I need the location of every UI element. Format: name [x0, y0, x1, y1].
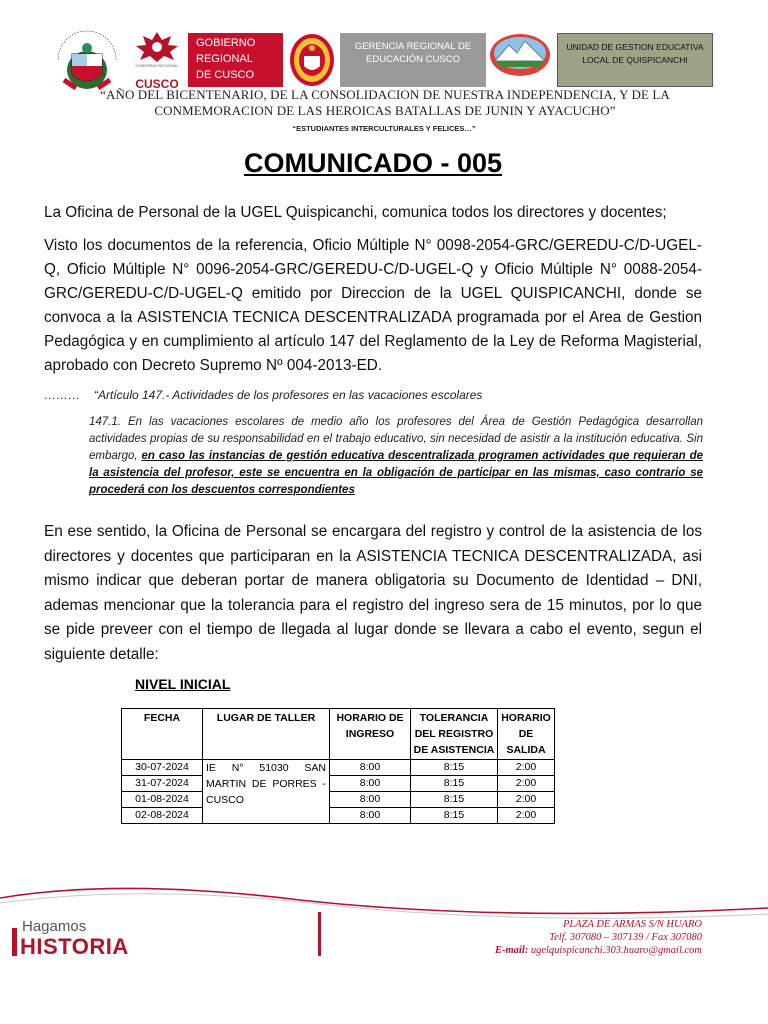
- cell-fecha: 02-08-2024: [122, 808, 203, 824]
- cell-fecha: 01-08-2024: [122, 792, 203, 808]
- cell-ingreso: 8:00: [330, 776, 411, 792]
- table-header-row: [122, 709, 555, 760]
- closing-paragraph: En ese sentido, la Oficina de Personal se encargara del registro y control de la asistencia de los directores y docentes que participaran en la ASISTENCIA TECNICA DESCENTRALIZADA, asi mismo indicar que deberan portar de manera obligatoria su Documento de Identidad – DNI, ademas mencionar que la tolerancia para el registro del ingreso sera de 15 minutos, por lo que se pide preveer con el tiempo de llegada al lugar donde se llevara a cabo el evento, segun el siguiente detalle:: [44, 523, 702, 663]
- intro-paragraph: La Oficina de Personal de la UGEL Quispicanchi, comunica todos los directores y docentes;: [44, 204, 667, 221]
- table-row: [122, 776, 555, 792]
- nivel-heading: NIVEL INICIAL: [135, 676, 231, 692]
- cusco-emblem-icon: [130, 30, 184, 62]
- regional-seal-icon: [288, 32, 336, 88]
- schedule-table: [121, 708, 555, 824]
- col-fecha: FECHA: [122, 709, 203, 760]
- col-tolerancia: TOLERANCIA DEL REGISTRO DE ASISTENCIA: [411, 709, 498, 760]
- footer-email-line: [495, 944, 702, 957]
- col-salida: HORARIO DE SALIDA: [498, 709, 555, 760]
- cell-fecha: 30-07-2024: [122, 760, 203, 776]
- article-title: “Artículo 147.- Actividades de los profesores en las vacaciones escolares: [94, 388, 483, 402]
- visto-paragraph: Visto los documentos de la referencia, Oficio Múltiple N° 0098-2054-GRC/GEREDU-C/D-UGEL-Q, Oficio Múltiple N° 0096-2054-GRC/GEREDU-C/D-UGEL-Q y Oficio Múltiple N° 0088-2054-GRC/GEREDU-C/D-UGEL-Q emitido por Direccion de la UGEL QUISPICANCHI, donde se convoca a la ASISTENCIA TECNICA DESCENTRALIZADA programada por el Area de Gestion Pedagógica y en cumplimiento al artículo 147 del Reglamento de la Ley de Reforma Magisterial, aprobado con Decreto Supremo Nº 004-2013-ED.: [44, 237, 702, 374]
- peru-coat-of-arms-icon: [50, 30, 124, 92]
- cell-salida: 2:00: [498, 760, 555, 776]
- footer-phone: Telf. 307080 – 307139 / Fax 307080: [549, 932, 702, 943]
- col-ingreso: HORARIO DE INGRESO: [330, 709, 411, 760]
- cell-fecha: 31-07-2024: [122, 776, 203, 792]
- cell-tolerancia: 8:15: [411, 792, 498, 808]
- cell-salida: 2:00: [498, 776, 555, 792]
- gobierno-regional-box: [188, 33, 283, 87]
- footer-slogan-top: Hagamos: [22, 918, 87, 935]
- cusco-logo-text: CUSCO: [135, 77, 179, 91]
- year-motto: “AÑO DEL BICENTENARIO, DE LA CONSOLIDACION DE NUESTRA INDEPENDENCIA, Y DE LA CONMEMORACION DE LAS HEROICAS BATALLAS DE JUNIN Y AYACUCHO”: [100, 87, 670, 118]
- cell-tolerancia: 8:15: [411, 776, 498, 792]
- leader-dots: ………: [44, 388, 80, 402]
- footer-contact: [495, 918, 702, 957]
- cell-ingreso: 8:00: [330, 792, 411, 808]
- footer-divider: [318, 912, 321, 956]
- article-quote: [89, 414, 703, 499]
- gerencia-regional-box: GERENCIA REGIONAL DE EDUCACIÓN CUSCO: [340, 33, 486, 87]
- email-label: E-mail:: [494, 945, 529, 956]
- cell-tolerancia: 8:15: [411, 808, 498, 824]
- cell-tolerancia: 8:15: [411, 760, 498, 776]
- footer-address: PLAZA DE ARMAS S/N HUARO: [562, 919, 702, 930]
- cusco-regional-logo: [130, 30, 184, 90]
- gob-line-1: GOBIERNO: [196, 37, 256, 49]
- document-title: COMUNICADO - 005: [243, 148, 503, 178]
- quote-underlined-text: en caso las instancias de gestión educativa descentralizada programen actividades que requieran de la asistencia del profesor, este se encuentra en la obligación de participar en las mismas, caso contrario se procederá con los descuentos correspondientes: [89, 450, 703, 496]
- table-row: [122, 760, 555, 776]
- cell-salida: 2:00: [498, 808, 555, 824]
- sub-motto: “ESTUDIANTES INTERCULTURALES Y FELICES…”: [292, 124, 476, 133]
- footer-slogan-main: HISTORIA: [20, 934, 129, 959]
- article-heading: [44, 388, 704, 402]
- table-row: [122, 792, 555, 808]
- historia-mark-icon: [12, 928, 17, 956]
- col-lugar: LUGAR DE TALLER: [203, 709, 330, 760]
- cell-ingreso: 8:00: [330, 760, 411, 776]
- gob-line-2: REGIONAL: [196, 53, 253, 65]
- email-address: ugelquispicanchi.303.huaro@gmail.com: [530, 945, 702, 956]
- ugel-mountain-logo-icon: [489, 33, 551, 77]
- quote-text: 147.1. En las vacaciones escolares de medio año los profesores del Área de Gestión Pedagógica desarrollan actividades propias de su responsabilidad en el trabajo educativo, sin necesidad de asistir a la institución educativa. Sin embargo,: [89, 416, 703, 462]
- table-row: [122, 808, 555, 824]
- cell-ingreso: 8:00: [330, 808, 411, 824]
- cusco-logo-caption: GOBIERNO REGIONAL: [135, 63, 179, 68]
- letterhead: [0, 0, 768, 133]
- cell-lugar: IE N° 51030 SAN MARTIN DE PORRES - CUSCO: [203, 760, 330, 824]
- ugel-quispicanchi-box: UNIDAD DE GESTION EDUCATIVA LOCAL DE QUISPICANCHI: [557, 33, 713, 87]
- cell-salida: 2:00: [498, 792, 555, 808]
- gob-line-3: DE CUSCO: [196, 69, 255, 81]
